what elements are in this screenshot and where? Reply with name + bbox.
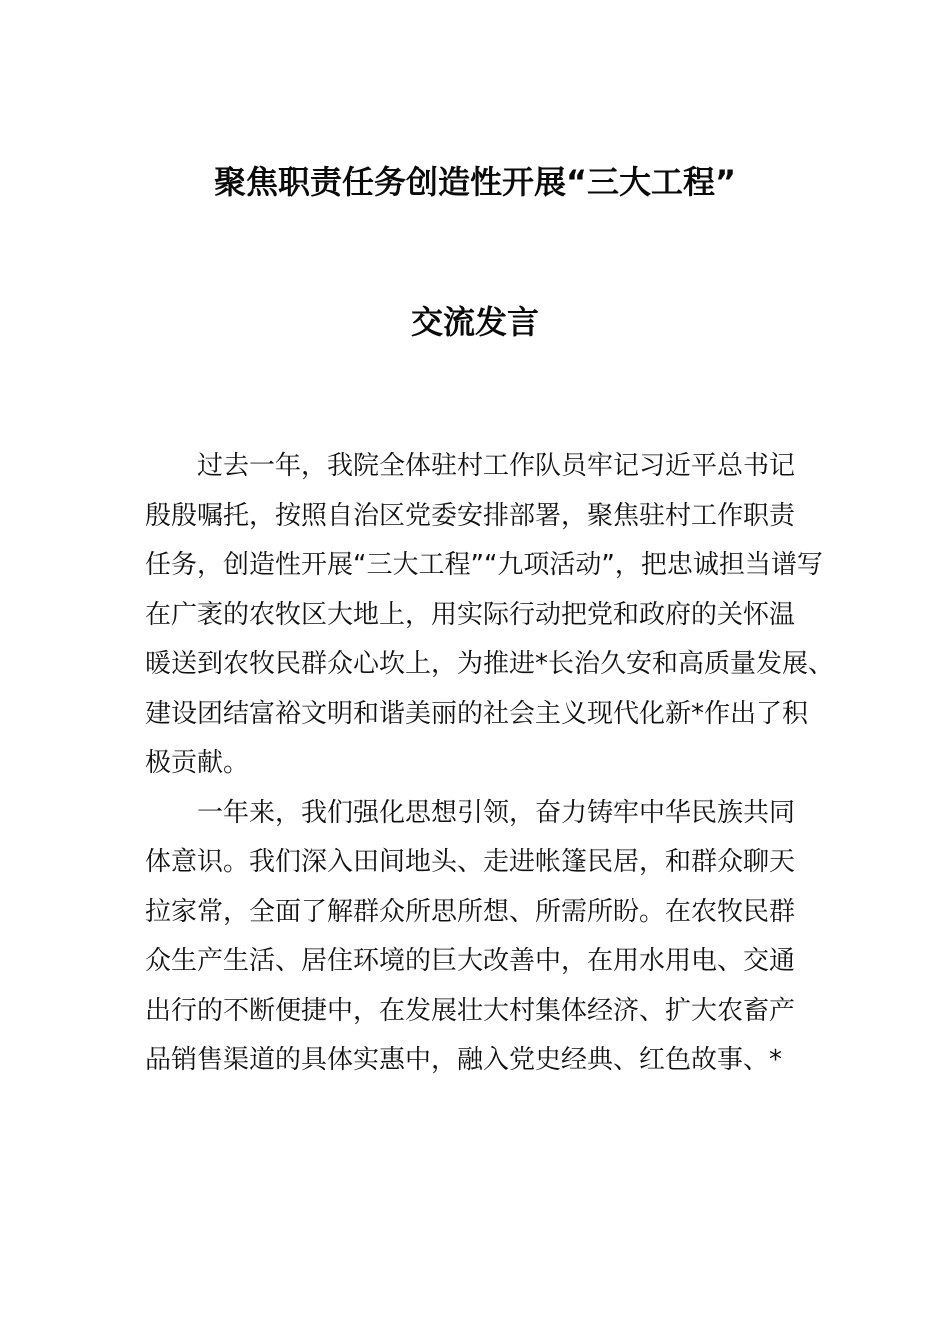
paragraph-1-line: 任务，创造性开展“三大工程”“九项活动”，把忠诚担当谱写 (145, 550, 823, 580)
document-body (145, 442, 835, 1086)
paragraph-1-line: 殷殷嘱托，按照自治区党委安排部署，聚焦驻村工作职责 (145, 500, 796, 531)
document-title-line-1: 聚焦职责任务创造性开展“三大工程” (213, 163, 737, 201)
paragraph-2-line: 品销售渠道的具体实惠中，融入党史经典、红色故事、* (145, 1045, 783, 1075)
paragraph-2-line: 出行的不断便捷中，在发展壮大村集体经济、扩大农畜产 (145, 995, 796, 1026)
paragraph-1-line: 建设团结富裕文明和谐美丽的社会主义现代化新*作出了积 (145, 698, 809, 729)
paragraph-1-line: 在广袤的农牧区大地上，用实际行动把党和政府的关怀温 (145, 599, 796, 630)
paragraph-2-line: 众生产生活、居住环境的巨大改善中，在用水用电、交通 (145, 946, 796, 976)
paragraph-2-line: 拉家常，全面了解群众所思所想、所需所盼。在农牧民群 (145, 896, 796, 927)
paragraph-1-line: 暖送到农牧民群众心坎上，为推进*长治久安和高质量发展、 (145, 649, 835, 679)
paragraph-2-line: 一年来，我们强化思想引领，奋力铸牢中华民族共同 (197, 797, 796, 828)
document-title-line-2: 交流发言 (410, 303, 539, 341)
paragraph-2-line: 体意识。我们深入田间地头、走进帐篷民居，和群众聊天 (145, 847, 796, 877)
paragraph-1-line: 过去一年，我院全体驻村工作队员牢记习近平总书记 (197, 451, 796, 481)
paragraph-1-line: 极贡献。 (145, 748, 250, 778)
